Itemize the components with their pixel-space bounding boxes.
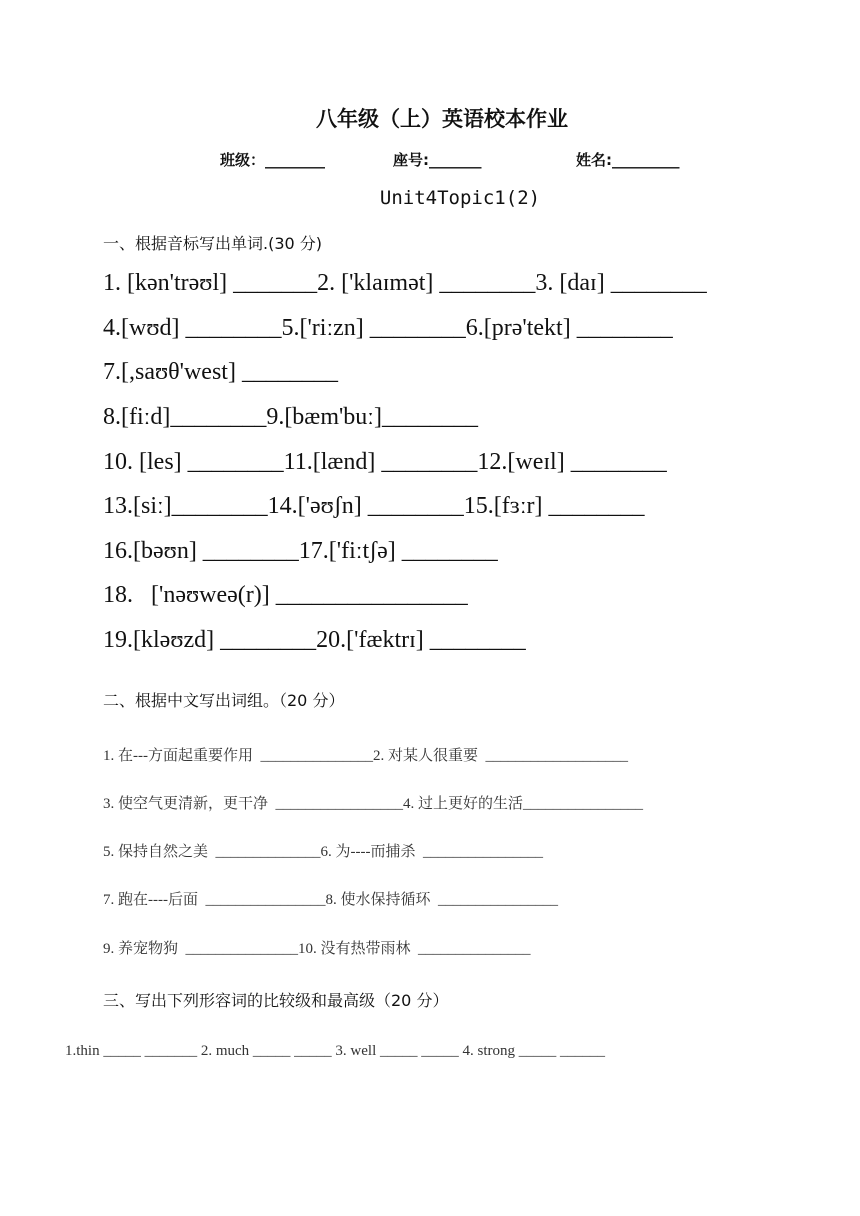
adjective-line: 1.thin _____ _______ 2. much _____ _____ 3. well _____ _____ 4. strong _____ ______ — [65, 1043, 605, 1059]
name-field: 姓名:_________ — [576, 151, 680, 169]
phrase-line-3: 5. 保持自然之美 ______________6. 为----而捕杀 ________________ — [103, 844, 543, 860]
phonetic-line-7: 16.[bəʊn] ________17.['fiːtʃə] ________ — [103, 538, 498, 564]
page-title: 八年级（上）英语校本作业 — [316, 107, 568, 131]
phonetic-line-9: 19.[kləʊzd] ________20.['fæktrɪ] ________ — [103, 627, 526, 653]
phonetic-line-8: 18. ['nəʊweə(r)] ________________ — [103, 582, 468, 608]
phonetic-line-3: 7.[,saʊθ'west] ________ — [103, 359, 338, 385]
seat-field: 座号:_______ — [393, 151, 482, 169]
phonetic-line-5: 10. [les] ________11.[lænd] ________12.[weɪl] ________ — [103, 449, 667, 475]
phrase-line-2: 3. 使空气更清新，更干净 _________________4. 过上更好的生活________________ — [103, 796, 644, 812]
phonetic-line-6: 13.[siː]________14.['əʊʃn] ________15.[fɜːr] ________ — [103, 493, 645, 519]
phrase-line-1: 1. 在---方面起重要作用 _______________2. 对某人很重要 ___________________ — [103, 748, 628, 764]
section1-heading: 一、根据音标写出单词.(30 分) — [103, 234, 323, 253]
phonetic-line-1: 1. [kən'trəʊl] _______2. ['klaɪmət] ________3. [daɪ] ________ — [103, 270, 707, 296]
section3-heading: 三、写出下列形容词的比较级和最高级（20 分） — [103, 991, 449, 1010]
phonetic-line-4: 8.[fiːd]________9.[bæm'buː]________ — [103, 404, 478, 430]
phrase-line-5: 9. 养宠物狗 _______________10. 没有热带雨林 _______________ — [103, 941, 531, 957]
phrase-line-4: 7. 跑在----后面 ________________8. 使水保持循环 ________________ — [103, 892, 558, 908]
class-field: 班级：________ — [220, 151, 326, 169]
unit-title: Unit4Topic1(2) — [379, 187, 541, 209]
phonetic-line-2: 4.[wʊd] ________5.['riːzn] ________6.[prə'tekt] ________ — [103, 315, 673, 341]
section2-heading: 二、根据中文写出词组。（20 分） — [103, 691, 345, 710]
